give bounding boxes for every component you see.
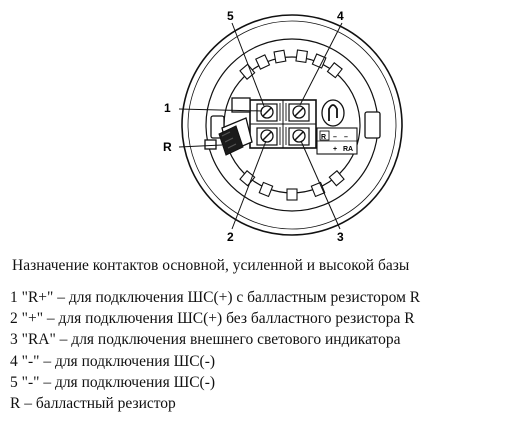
terminal-screw-bottom-right bbox=[293, 130, 305, 142]
callout-2: 2 bbox=[227, 230, 234, 244]
callout-4: 4 bbox=[337, 9, 344, 23]
legend-item: 2 "+" – для подключения ШС(+) без балластного резистора R bbox=[10, 310, 415, 328]
terminal-screw-top-left bbox=[261, 106, 273, 118]
legend-list bbox=[10, 287, 420, 414]
legend-title: Назначение контактов основной, усиленной и высокой базы bbox=[12, 257, 410, 274]
terminal-screw-top-right bbox=[293, 106, 305, 118]
mark-r: R bbox=[321, 134, 327, 141]
legend-item: 1 "R+" – для подключения ШС(+) с балластным резистором R bbox=[10, 289, 421, 306]
latch-icon bbox=[322, 100, 344, 126]
terminal-plate bbox=[250, 100, 316, 148]
legend-item: 3 "RA" – для подключения внешнего светового индикатора bbox=[10, 331, 401, 349]
callout-3: 3 bbox=[337, 230, 344, 244]
mark-minus-1: – bbox=[333, 134, 337, 141]
mark-minus-2: – bbox=[344, 134, 348, 141]
terminal-screw-bottom-left bbox=[261, 130, 273, 142]
callout-1: 1 bbox=[164, 101, 171, 115]
callout-r: R bbox=[163, 140, 172, 154]
legend-item: R – балластный резистор bbox=[10, 395, 176, 413]
legend-item: 5 "-" – для подключения ШС(-) bbox=[10, 373, 216, 391]
terminal-markings bbox=[317, 128, 357, 154]
legend-item: 4 "-" – для подключения ШС(-) bbox=[10, 352, 216, 370]
callout-5: 5 bbox=[227, 9, 234, 23]
mark-ra: RA bbox=[343, 146, 354, 153]
mark-plus: + bbox=[333, 146, 338, 153]
